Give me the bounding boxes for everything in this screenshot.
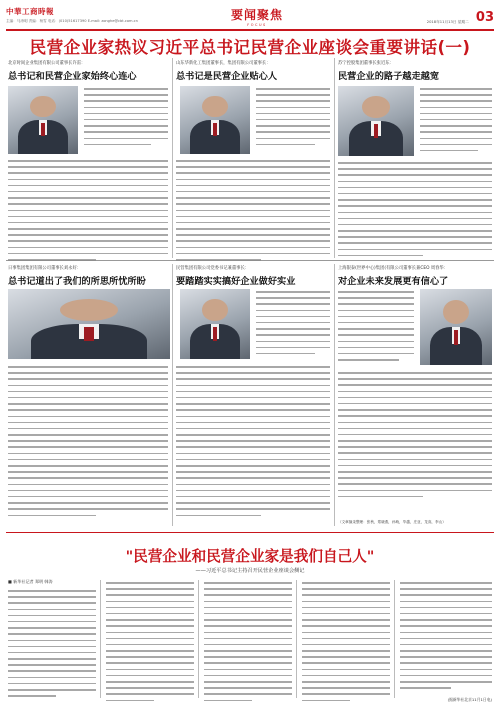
- story-kicker: 上海银泰(世界中心)集团(有限公司董事长兼CEO 周春华：: [338, 266, 449, 271]
- portrait-photo: [8, 86, 78, 154]
- column-divider: [198, 580, 199, 698]
- story-4-header: [8, 265, 170, 287]
- story-kicker: 民营集团有限公司党委书记兼董事长：: [176, 266, 250, 271]
- masthead-center: [212, 6, 302, 27]
- story-title: 总书记是民营企业贴心人: [176, 71, 278, 82]
- feature-body-col-5: [400, 582, 492, 693]
- story-kicker: 山东华新化工集团董事长，集团有限公司董事长：: [176, 61, 271, 66]
- editor-contacts: 主编：马涛明 责编：杨雪 电话：(010)51617390 E-mail: zonghe@cbt.com.cn: [6, 19, 138, 23]
- story-1-body-cont: [8, 160, 168, 265]
- story-title: 总书记和民营企业家始终心连心: [8, 71, 137, 82]
- column-divider: [394, 580, 395, 698]
- column-divider: [172, 58, 173, 258]
- page-number: 03: [475, 10, 494, 25]
- story-title: 要踏踏实实搞好企业做好实业: [176, 276, 296, 287]
- story-2-header: [176, 60, 332, 82]
- column-divider: [100, 580, 101, 698]
- column-divider: [334, 58, 335, 258]
- issue-date: 2018年11月13日 星期二: [426, 20, 469, 24]
- section-name: 要闻聚焦: [230, 8, 283, 22]
- story-kicker: 日事集团集团有限公司董事长刘永好：: [8, 266, 82, 271]
- story-3-header: [338, 60, 494, 82]
- masthead-rule: [6, 29, 494, 31]
- story-5-body: [256, 291, 330, 359]
- feature-body-col-2: [106, 582, 194, 706]
- masthead: [6, 6, 494, 28]
- feature-body-col-4: [302, 582, 390, 706]
- byline: ■ 新华社记者 郑明 韩涛: [8, 579, 53, 584]
- story-5-body-cont: [176, 366, 330, 521]
- dateline-note: (据新华社北京11月1日电): [447, 697, 492, 702]
- main-headline: 民营企业家热议习近平总书记民营企业座谈会重要讲话(一): [29, 38, 471, 57]
- story-4-body: [8, 366, 168, 521]
- story-1-body: [84, 88, 168, 150]
- portrait-photo: [420, 289, 492, 365]
- newspaper-name: 中華工商時報: [6, 7, 54, 16]
- section-divider: [6, 532, 494, 533]
- portrait-photo: [338, 86, 414, 156]
- feature-body-col-1: [8, 590, 96, 701]
- story-kicker: 北京时间企业集团有限公司董事长许雷：: [8, 61, 86, 66]
- column-divider: [334, 264, 335, 526]
- story-6-body: [338, 291, 414, 365]
- masthead-left: [6, 6, 138, 24]
- story-kicker: 苏宁控股集团董事长张近东：: [338, 61, 394, 66]
- masthead-right: [427, 6, 494, 25]
- story-2-body-cont: [176, 160, 330, 265]
- feature-headline: "民营企业和民营企业家是我们自己人": [125, 548, 375, 565]
- portrait-photo: [8, 289, 170, 359]
- column-divider: [296, 580, 297, 698]
- story-2-body: [256, 88, 330, 150]
- compiler-caption: （文章摘录整理：张秋，郑晓燕，孙萌，毕越，庄亚，龙高，李山）: [338, 520, 446, 524]
- feature-subtitle: ——习近平总书记主持召开民营企业座谈会侧记: [195, 568, 305, 574]
- story-title: 民营企业的路子越走越宽: [338, 71, 440, 82]
- story-5-header: [176, 265, 332, 287]
- section-name-en: FOCUS: [247, 23, 267, 27]
- feature-body-col-3: [204, 582, 292, 706]
- story-title: 对企业未来发展更有信心了: [338, 276, 449, 287]
- column-divider: [172, 264, 173, 526]
- story-title: 总书记道出了我们的所思所忧所盼: [8, 276, 146, 287]
- story-6-header: [338, 265, 494, 287]
- portrait-photo: [180, 289, 250, 359]
- story-1-header: [8, 60, 170, 82]
- story-3-body-cont: [338, 162, 492, 261]
- story-6-body-cont: [338, 372, 492, 502]
- story-3-body: [420, 88, 492, 156]
- portrait-photo: [180, 86, 250, 154]
